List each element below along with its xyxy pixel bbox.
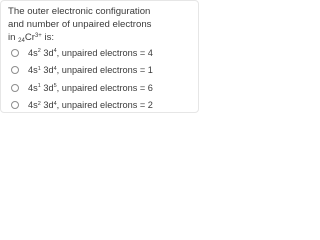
d-orbital: 3d (40, 47, 54, 58)
question-line-1: The outer electronic configuration (8, 6, 151, 17)
s-exponent: 2 (37, 100, 41, 107)
d-exponent: 4 (53, 65, 57, 72)
d-exponent: 4 (53, 48, 57, 55)
answer-option-2[interactable] (11, 62, 197, 80)
unpaired-count-text: , unpaired electrons = 6 (56, 82, 153, 93)
d-orbital: 3d (40, 100, 54, 111)
d-exponent: 4 (53, 100, 57, 107)
d-orbital: 3d (40, 65, 54, 76)
element-symbol: Cr (24, 32, 35, 43)
answer-option-1[interactable] (11, 44, 197, 62)
answer-option-1-label (28, 47, 153, 59)
unpaired-count-text: , unpaired electrons = 2 (56, 100, 153, 111)
d-exponent: 5 (53, 83, 57, 90)
answer-option-3-label (28, 82, 153, 94)
question-line-3 (8, 31, 194, 44)
s-orbital: 4s (28, 100, 38, 111)
radio-button[interactable] (11, 84, 19, 92)
answer-option-3[interactable] (11, 79, 197, 97)
answer-options (11, 44, 197, 114)
question-text (8, 5, 194, 44)
atomic-number: 24 (18, 38, 25, 44)
question-line-3-prefix: in (8, 32, 19, 43)
s-orbital: 4s (28, 65, 38, 76)
unpaired-count-text: , unpaired electrons = 4 (56, 47, 153, 58)
unpaired-count-text: , unpaired electrons = 1 (56, 65, 153, 76)
radio-button[interactable] (11, 66, 19, 74)
d-orbital: 3d (40, 82, 54, 93)
ion-charge: 3+ (34, 32, 42, 39)
answer-option-2-label (28, 64, 153, 76)
answer-option-4-label (28, 99, 153, 111)
s-exponent: 2 (37, 48, 41, 55)
question-line-3-suffix: is: (41, 32, 55, 43)
question-line-2: and number of unpaired electrons (8, 19, 152, 30)
radio-button[interactable] (11, 49, 19, 57)
s-exponent: 1 (37, 65, 41, 72)
answer-option-4[interactable] (11, 97, 197, 115)
s-orbital: 4s (28, 47, 38, 58)
question-card (0, 0, 199, 113)
s-exponent: 1 (37, 83, 41, 90)
radio-button[interactable] (11, 101, 19, 109)
s-orbital: 4s (28, 82, 38, 93)
